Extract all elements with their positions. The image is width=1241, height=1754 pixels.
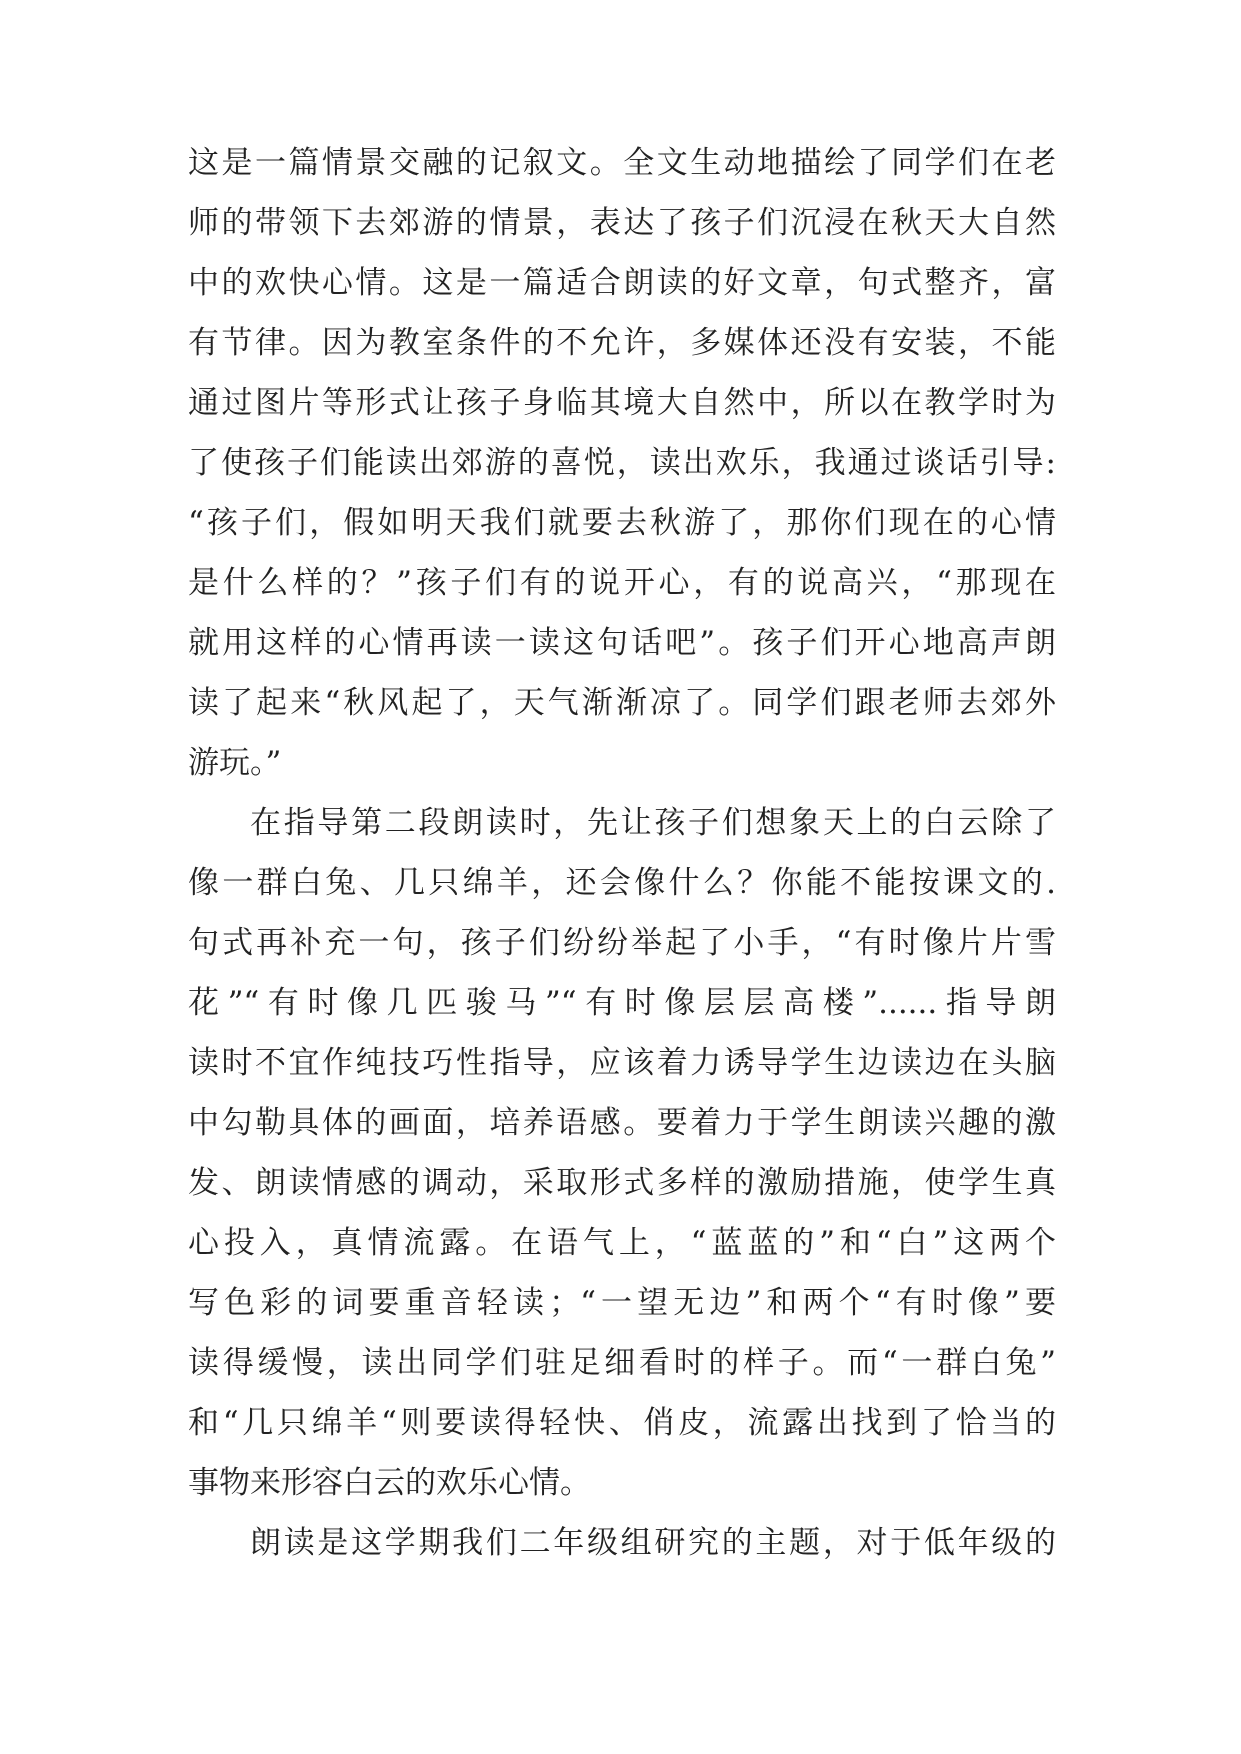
- text-line: 心投入，真情流露。在语气上，“蓝蓝的”和“白”这两个: [188, 1225, 1056, 1261]
- text-line: “孩子们，假如明天我们就要去秋游了，那你们现在的心情: [188, 505, 1056, 541]
- text-line: 读时不宜作纯技巧性指导，应该着力诱导学生边读边在头脑: [188, 1045, 1056, 1081]
- text-line: 了使孩子们能读出郊游的喜悦，读出欢乐，我通过谈话引导:: [188, 445, 1056, 481]
- text-line: 在指导第二段朗读时，先让孩子们想象天上的白云除了: [250, 805, 1056, 841]
- paragraph-3: [188, 1513, 1056, 1573]
- text-line: 发、朗读情感的调动，采取形式多样的激励措施，使学生真: [188, 1165, 1056, 1201]
- text-line: 读了起来“秋风起了，天气渐渐凉了。同学们跟老师去郊外: [188, 685, 1056, 721]
- text-line: 这是一篇情景交融的记叙文。全文生动地描绘了同学们在老: [188, 145, 1056, 181]
- text-line: 读得缓慢，读出同学们驻足细看时的样子。而“一群白兔”: [188, 1345, 1056, 1381]
- text-line: 中的欢快心情。这是一篇适合朗读的好文章，句式整齐，富: [188, 265, 1056, 301]
- text-line: 朗读是这学期我们二年级组研究的主题，对于低年级的: [250, 1525, 1056, 1561]
- text-line: 写色彩的词要重音轻读；“一望无边”和两个“有时像”要: [188, 1285, 1056, 1321]
- text-line: 事物来形容白云的欢乐心情。: [188, 1465, 591, 1501]
- text-line: 花”“有时像几匹骏马”“有时像层层高楼”......指导朗: [188, 985, 1056, 1021]
- text-line: 有节律。因为教室条件的不允许，多媒体还没有安装，不能: [188, 325, 1056, 361]
- text-line: 中勾勒具体的画面，培养语感。要着力于学生朗读兴趣的激: [188, 1105, 1056, 1141]
- text-line: 师的带领下去郊游的情景，表达了孩子们沉浸在秋天大自然: [188, 205, 1056, 241]
- paragraph-2: [188, 793, 1056, 1513]
- body-text: [188, 133, 1056, 1573]
- text-line: 和“几只绵羊“则要读得轻快、俏皮，流露出找到了恰当的: [188, 1405, 1056, 1441]
- text-line: 句式再补充一句，孩子们纷纷举起了小手，“有时像片片雪: [188, 925, 1056, 961]
- text-line: 就用这样的心情再读一读这句话吧”。孩子们开心地高声朗: [188, 625, 1056, 661]
- text-line: 通过图片等形式让孩子身临其境大自然中，所以在教学时为: [188, 385, 1056, 421]
- text-line: 像一群白兔、几只绵羊，还会像什么？你能不能按课文的.: [188, 865, 1056, 901]
- paragraph-1: [188, 133, 1056, 793]
- text-line: 游玩。”: [188, 745, 282, 781]
- text-line: 是什么样的？”孩子们有的说开心，有的说高兴，“那现在: [188, 565, 1056, 601]
